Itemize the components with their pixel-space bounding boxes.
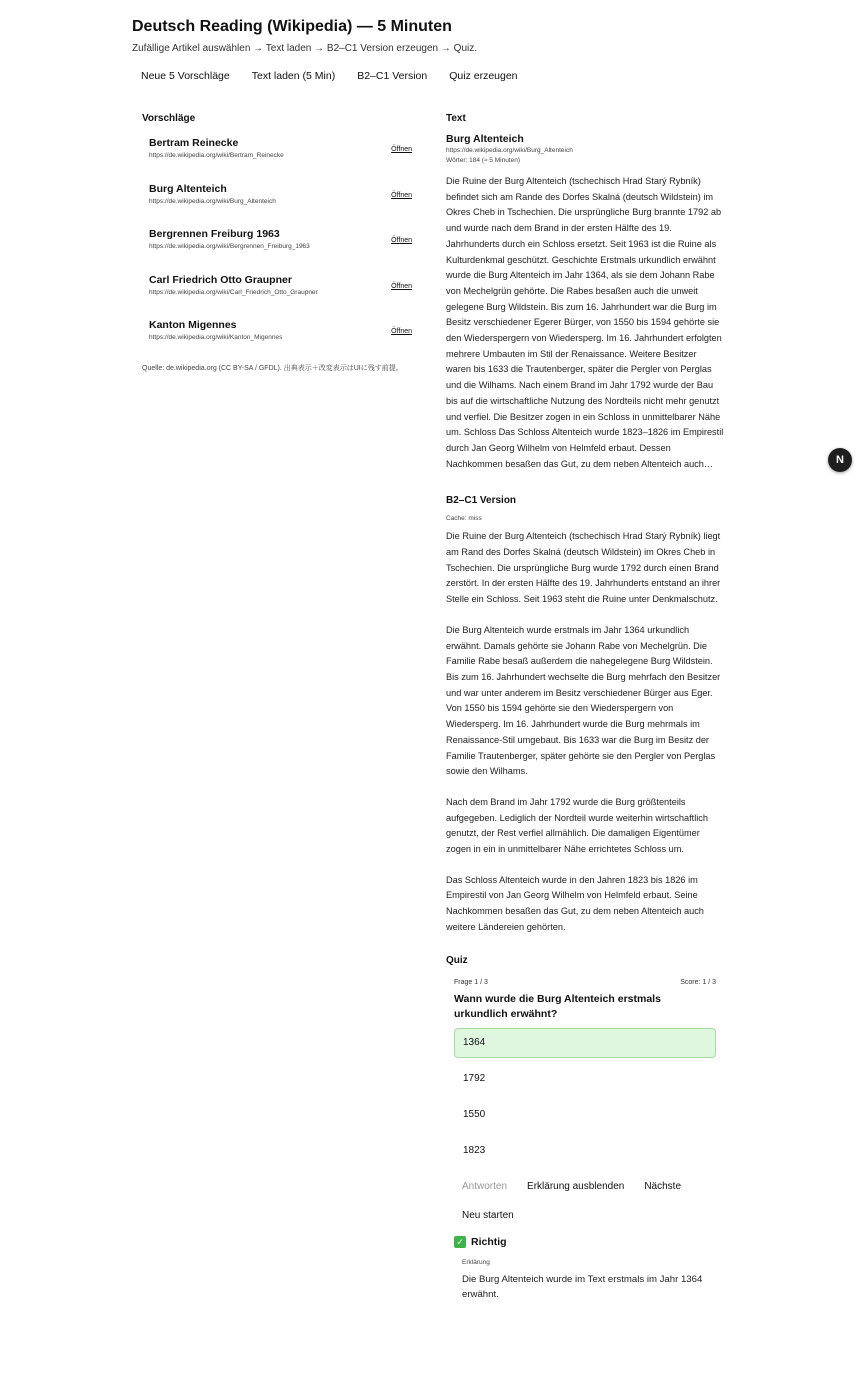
suggestion-title: Kanton Migennes — [149, 319, 237, 331]
app-page — [132, 16, 732, 1301]
quiz-question: Wann wurde die Burg Altenteich erstmals urkundlich erwähnt? — [454, 992, 661, 1020]
article-text: Die Ruine der Burg Altenteich (tschechisch Hrad Starý Rybník) befindet sich am Rande des Dorfes Skalná (deutsch Wildstein) im Okres Cheb in Tschechien. Die ursprüngliche Burg brannte 1792 ab und wurde nach dem Brand in der ersten Hälfte des 19. Jahrhunderts durch ein Schloss ersetzt. Seit 1963 ist die Ruine als Kulturdenkmal geschützt. Geschichte Erstmals urkundlich erwähnt wurde die Burg Altenteich im Jahr 1364, als sie dem Johann Rabe von Mechelgrün gehörte. Die Rabes besaßen auch die unweit gelegene Burg Wildstein. Bis zum 16. Jahrhundert war die Burg im Besitz verschiedener Egerer Bürger, von 1550 bis 1594 gehörte sie den Wiederspergern von Wiedersperg. Im 16. Jahrhundert erfolgten mehrere Umbauten im Stil der Renaissance. Weitere Besitzer waren bis 1633 die Trautenberger, später die Pergler von Perglas und die Wilhams. Nach einem Brand im Jahr 1792 wurde der Bau bis auf die wirtschaftliche Nutzung des Nordteils nicht mehr genutzt und verfiel. Die Besitzer zogen in ein Schloss in unmittelbarer Nähe um. Schloss Das Schloss Altenteich wurde 1823–1826 im Empirestil durch Jan Georg Wilhelm von Helmfeld erbaut. Dessen Nachkommen besaßen das Gut, zu dem neben Altenteich auch… — [446, 176, 724, 469]
answer-option[interactable]: 1792 — [463, 1072, 486, 1084]
hide-explanation-button[interactable]: Erklärung ausblenden — [519, 1174, 632, 1199]
explanation-heading: Erklärung — [462, 1258, 490, 1266]
open-link[interactable]: Öffnen — [391, 146, 412, 153]
open-link[interactable]: Öffnen — [391, 328, 412, 335]
open-link[interactable]: Öffnen — [391, 282, 412, 290]
suggestions-list — [142, 136, 412, 364]
list-item — [142, 273, 412, 319]
content-panel — [446, 112, 724, 1303]
floating-action-button[interactable]: N — [828, 448, 852, 472]
b2c1-paragraph: Die Burg Altenteich wurde erstmals im Jahr 1364 urkundlich erwähnt. Damals gehörte sie Johann Rabe von Mechelgrün. Die Familie Rabe besaß außerdem die nahegelegene Burg Wildstein. Bis zum 16. Jahrhundert wechselte die Burg mehrfach den Besitzer und war unter anderem im Besitz verschiedener Bürger aus Eger. Von 1550 bis 1594 gehörte sie den Wiederspergern von Wiedersperg. Im 16. Jahrhundert wurde die Burg mehrmals im Renaissance-Stil umgebaut. Bis 1633 war die Burg im Besitz der Familie Trautenberger, später gehörte sie den Pergler von Perglas sowie den Wilhams. — [446, 624, 721, 777]
quiz-actions — [454, 1174, 716, 1199]
page-subtitle: Zufällige Artikel auswählen → Text laden → B2–C1 Version erzeugen → Quiz. — [132, 43, 477, 54]
answer-option-selected[interactable]: 1364 — [454, 1028, 716, 1058]
quiz-section — [446, 954, 724, 1303]
b2c1-heading: B2–C1 Version — [446, 495, 517, 507]
cache-status: Cache: miss — [446, 515, 482, 523]
text-heading: Text — [446, 113, 466, 124]
suggestion-url: https://de.wikipedia.org/wiki/Bergrennen_Freiburg_1963 — [149, 243, 310, 250]
new-suggestions-button[interactable]: Neue 5 Vorschläge — [132, 64, 239, 88]
suggestion-title: Burg Altenteich — [149, 182, 227, 195]
result-label: Richtig — [471, 1235, 507, 1248]
article-title: Burg Altenteich — [446, 133, 524, 145]
next-button[interactable]: Nächste — [636, 1174, 689, 1199]
explanation-text: Die Burg Altenteich wurde im Text erstmals im Jahr 1364 erwähnt. — [462, 1273, 703, 1301]
suggestion-url: https://de.wikipedia.org/wiki/Carl_Friedrich_Otto_Graupner — [149, 288, 318, 296]
answer-button[interactable]: Antworten — [454, 1174, 515, 1199]
list-item — [142, 136, 412, 182]
checkmark-icon: ✓ — [454, 1236, 466, 1248]
answer-option[interactable]: 1823 — [463, 1144, 486, 1156]
article-url: https://de.wikipedia.org/wiki/Burg_Altenteich — [446, 147, 573, 154]
suggestions-panel — [142, 112, 412, 374]
b2c1-paragraph: Die Ruine der Burg Altenteich (tschechisch Hrad Starý Rybník) liegt am Rand des Dorfes Skalná (deutsch Wildstein) im Okres Cheb in Tschechien. Die ursprüngliche Burg wurde 1792 durch einen Brand zerstört. In der ersten Hälfte des 19. Jahrhunderts entstand an ihrer Stelle ein Schloss. Seit 1963 steht die Ruine unter Denkmalschutz. — [446, 531, 721, 605]
explanation-box — [454, 1258, 716, 1303]
suggestions-heading: Vorschläge — [142, 113, 196, 124]
b2c1-paragraph: Das Schloss Altenteich wurde in den Jahren 1823 bis 1826 im Empirestil von Jan Georg Wilhelm von Helmfeld erbaut. Seine Nachkommen besaßen das Gut, zu dem neben Altenteich auch weitere Ländereien gehörten. — [446, 874, 704, 932]
create-quiz-button[interactable]: Quiz erzeugen — [440, 64, 526, 88]
b2c1-version-button[interactable]: B2–C1 Version — [348, 64, 436, 88]
list-item — [142, 318, 412, 364]
quiz-progress: Frage 1 / 3 — [454, 978, 488, 986]
quiz-header — [454, 978, 716, 988]
toolbar — [132, 64, 732, 88]
word-count: Wörter: 184 (≈ 5 Minuten) — [446, 157, 521, 164]
quiz-score: Score: 1 / 3 — [680, 978, 716, 986]
quiz-result — [454, 1236, 716, 1248]
suggestion-url: https://de.wikipedia.org/wiki/Burg_Altenteich — [149, 197, 276, 205]
suggestion-url: https://de.wikipedia.org/wiki/Kanton_Migennes — [149, 334, 283, 341]
open-link[interactable]: Öffnen — [391, 191, 412, 199]
suggestion-title: Bergrennen Freiburg 1963 — [149, 228, 280, 240]
open-link[interactable]: Öffnen — [391, 237, 412, 244]
source-note: Quelle: de.wikipedia.org (CC BY-SA / GFDL). 出典表示＋改変表示はUIに残す前提。 — [142, 364, 403, 372]
page-title: Deutsch Reading (Wikipedia) — 5 Minuten — [132, 18, 452, 35]
suggestion-title: Carl Friedrich Otto Graupner — [149, 273, 292, 286]
restart-button[interactable]: Neu starten — [454, 1203, 522, 1228]
suggestion-url: https://de.wikipedia.org/wiki/Bertram_Reinecke — [149, 152, 284, 159]
b2c1-section — [446, 494, 724, 935]
quiz-actions-secondary — [454, 1203, 716, 1228]
quiz-heading: Quiz — [446, 954, 468, 966]
answer-option[interactable]: 1550 — [463, 1108, 486, 1120]
load-text-button[interactable]: Text laden (5 Min) — [243, 64, 344, 88]
suggestion-title: Bertram Reinecke — [149, 137, 239, 149]
quiz-card — [446, 968, 724, 1303]
list-item — [142, 182, 412, 228]
b2c1-paragraph: Nach dem Brand im Jahr 1792 wurde die Burg größtenteils aufgegeben. Lediglich der Nordteil wurde weiterhin wirtschaftlich genutzt, der Rest verfiel allmählich. Die damaligen Eigentümer zogen in ein in unmittelbarer Nähe errichtetes Schloss um. — [446, 796, 708, 855]
list-item — [142, 227, 412, 273]
